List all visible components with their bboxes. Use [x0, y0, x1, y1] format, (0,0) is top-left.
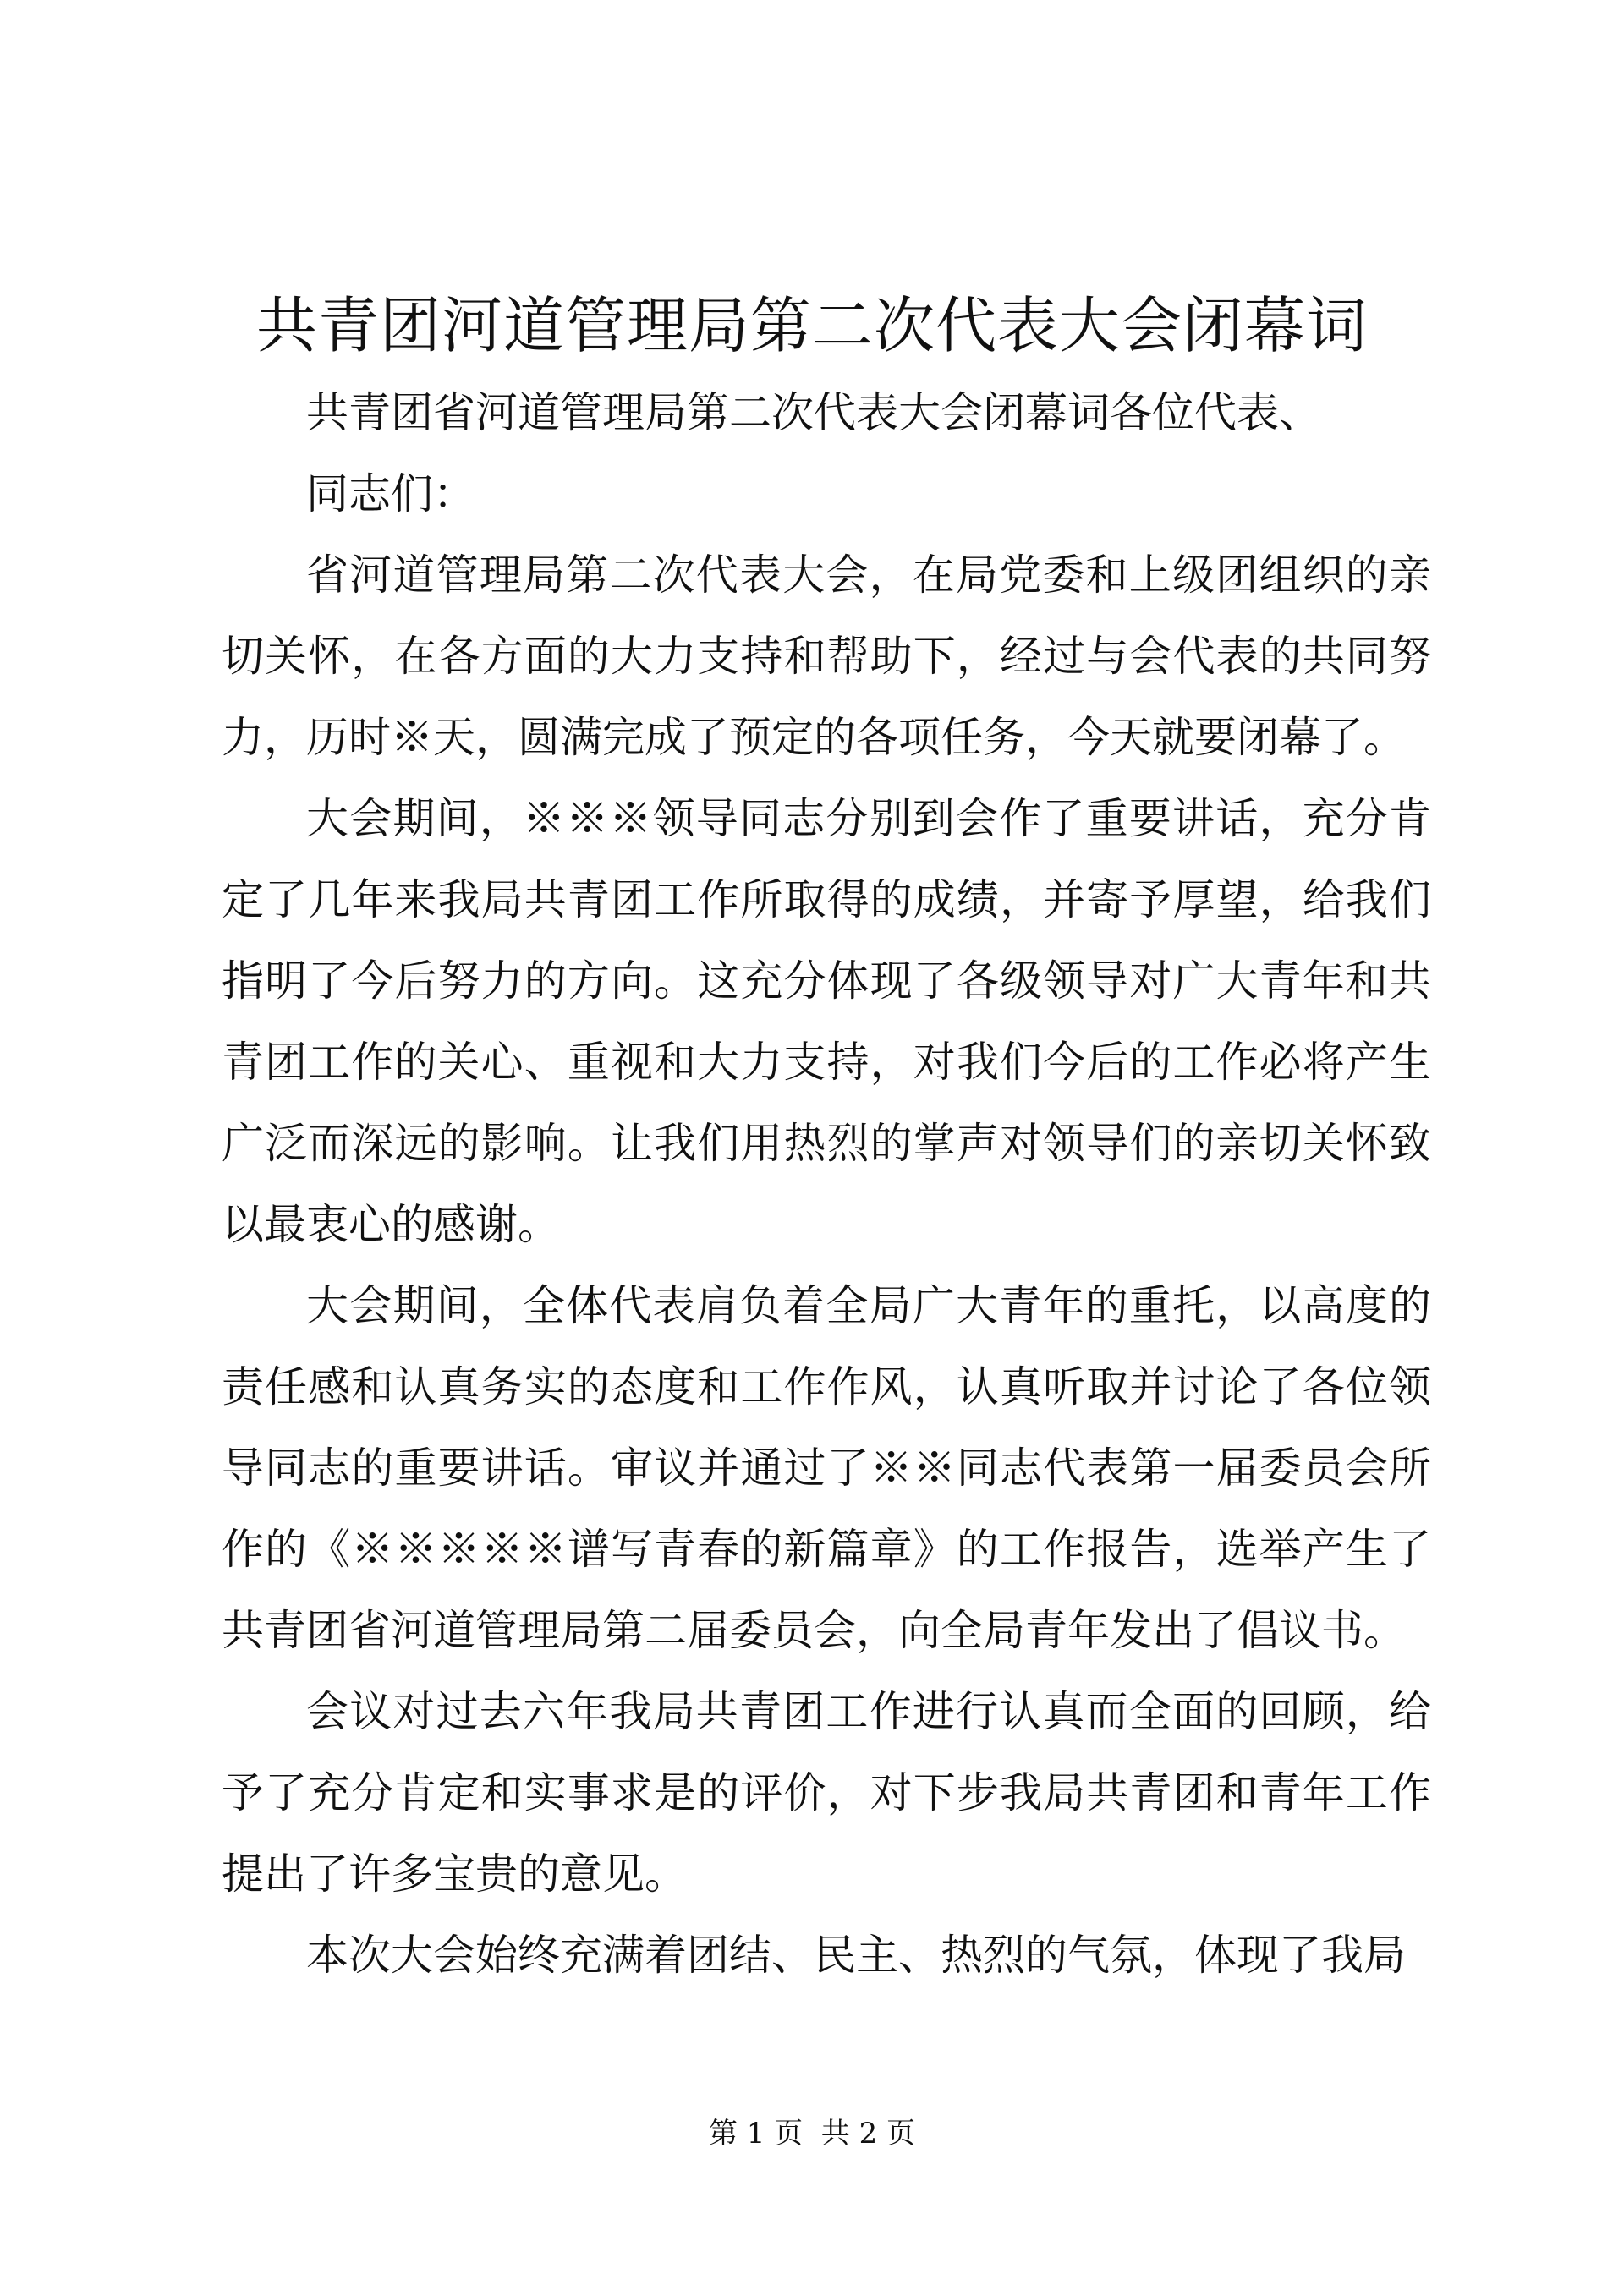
- paragraph-atmosphere: 本次大会始终充满着团结、民主、热烈的气氛，体现了我局: [306, 1931, 1406, 1980]
- paragraph-delegates: 大会期间，全体代表肩负着全局广大青年的重托，以高度的责任感和认真务实的态度和工作作风，认真听取并讨论了各位领导同志的重要讲话。审议并通过了※※同志代表第一届委员会所作的《※※※※※谱写青春的新篇章》的工作报告，选举产生了共青团省河道管理局第二届委员会，向全局青年发出了倡议书。: [222, 1281, 1431, 1655]
- paragraph-salutation: 同志们：: [306, 469, 475, 518]
- document-title: 共青团河道管理局第二次代表大会闭幕词: [255, 290, 1368, 361]
- paragraph-leadership: 大会期间，※※※领导同志分别到会作了重要讲话，充分肯定了几年来我局共青团工作所取得的成绩，并寄予厚望，给我们指明了今后努力的方向。这充分体现了各级领导对广大青年和共青团工作的关心、重视和大力支持，对我们今后的工作必将产生广泛而深远的影响。让我们用热烈的掌声对领导们的亲切关怀致以最衷心的感谢。: [222, 794, 1431, 1249]
- document-body: [222, 372, 1431, 1996]
- paragraph-heading-line: 共青团省河道管理局第二次代表大会闭幕词各位代表、: [306, 388, 1321, 437]
- paragraph-opening: 省河道管理局第二次代表大会，在局党委和上级团组织的亲切关怀，在各方面的大力支持和帮助下，经过与会代表的共同努力，历时※天，圆满完成了预定的各项任务，今天就要闭幕了。: [222, 551, 1431, 762]
- page-number-footer: 第 1 页 共 2 页: [708, 2117, 916, 2151]
- paragraph-review: 会议对过去六年我局共青团工作进行认真而全面的回顾，给予了充分肯定和实事求是的评价，对下步我局共青团和青年工作提出了许多宝贵的意见。: [222, 1687, 1431, 1899]
